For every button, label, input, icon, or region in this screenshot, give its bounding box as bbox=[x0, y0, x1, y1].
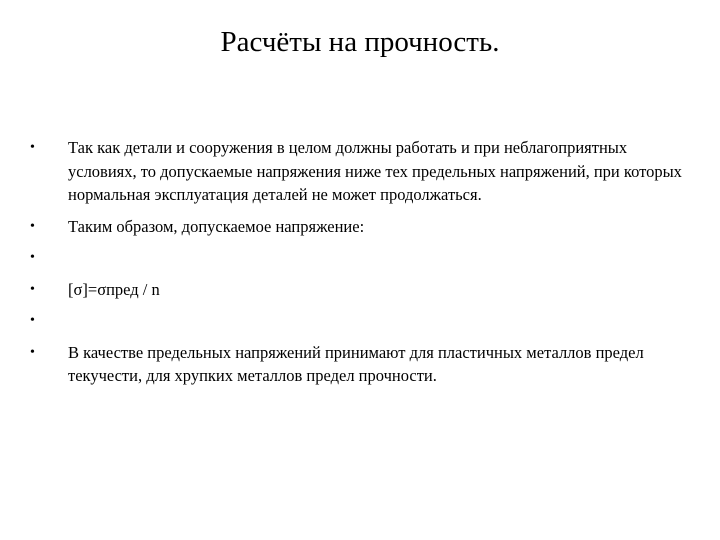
bullet-dot-icon: • bbox=[30, 140, 35, 155]
slide-title: Расчёты на прочность. bbox=[220, 26, 500, 58]
bullet-item bbox=[30, 278, 690, 302]
bullet-text: [σ]=σпред / n bbox=[68, 279, 160, 299]
bullet-text: Так как детали и сооружения в целом должны работать и при неблагоприятных условиях, то допускаемые напряжения ниже тех предельных напряжений, при которых нормальная эксплуатация деталей не может продолжаться. bbox=[68, 138, 682, 204]
bullet-dot-icon: • bbox=[30, 218, 35, 234]
bullet-dot-icon: • bbox=[30, 313, 35, 328]
bullet-item bbox=[30, 341, 690, 388]
bullet-dot-icon: • bbox=[30, 250, 35, 265]
bullet-item bbox=[30, 309, 690, 333]
bullet-item bbox=[30, 136, 690, 207]
bullet-text: Таким образом, допускаемое напряжение: bbox=[68, 216, 365, 236]
bullet-dot-icon: • bbox=[30, 344, 35, 360]
bullet-dot-icon: • bbox=[30, 281, 35, 297]
bullet-item bbox=[30, 246, 690, 270]
bullet-text: В качестве предельных напряжений принимают для пластичных металлов предел текучести, для хрупких металлов предел прочности. bbox=[68, 342, 644, 385]
bullet-item bbox=[30, 215, 690, 239]
bullet-list bbox=[30, 136, 690, 390]
